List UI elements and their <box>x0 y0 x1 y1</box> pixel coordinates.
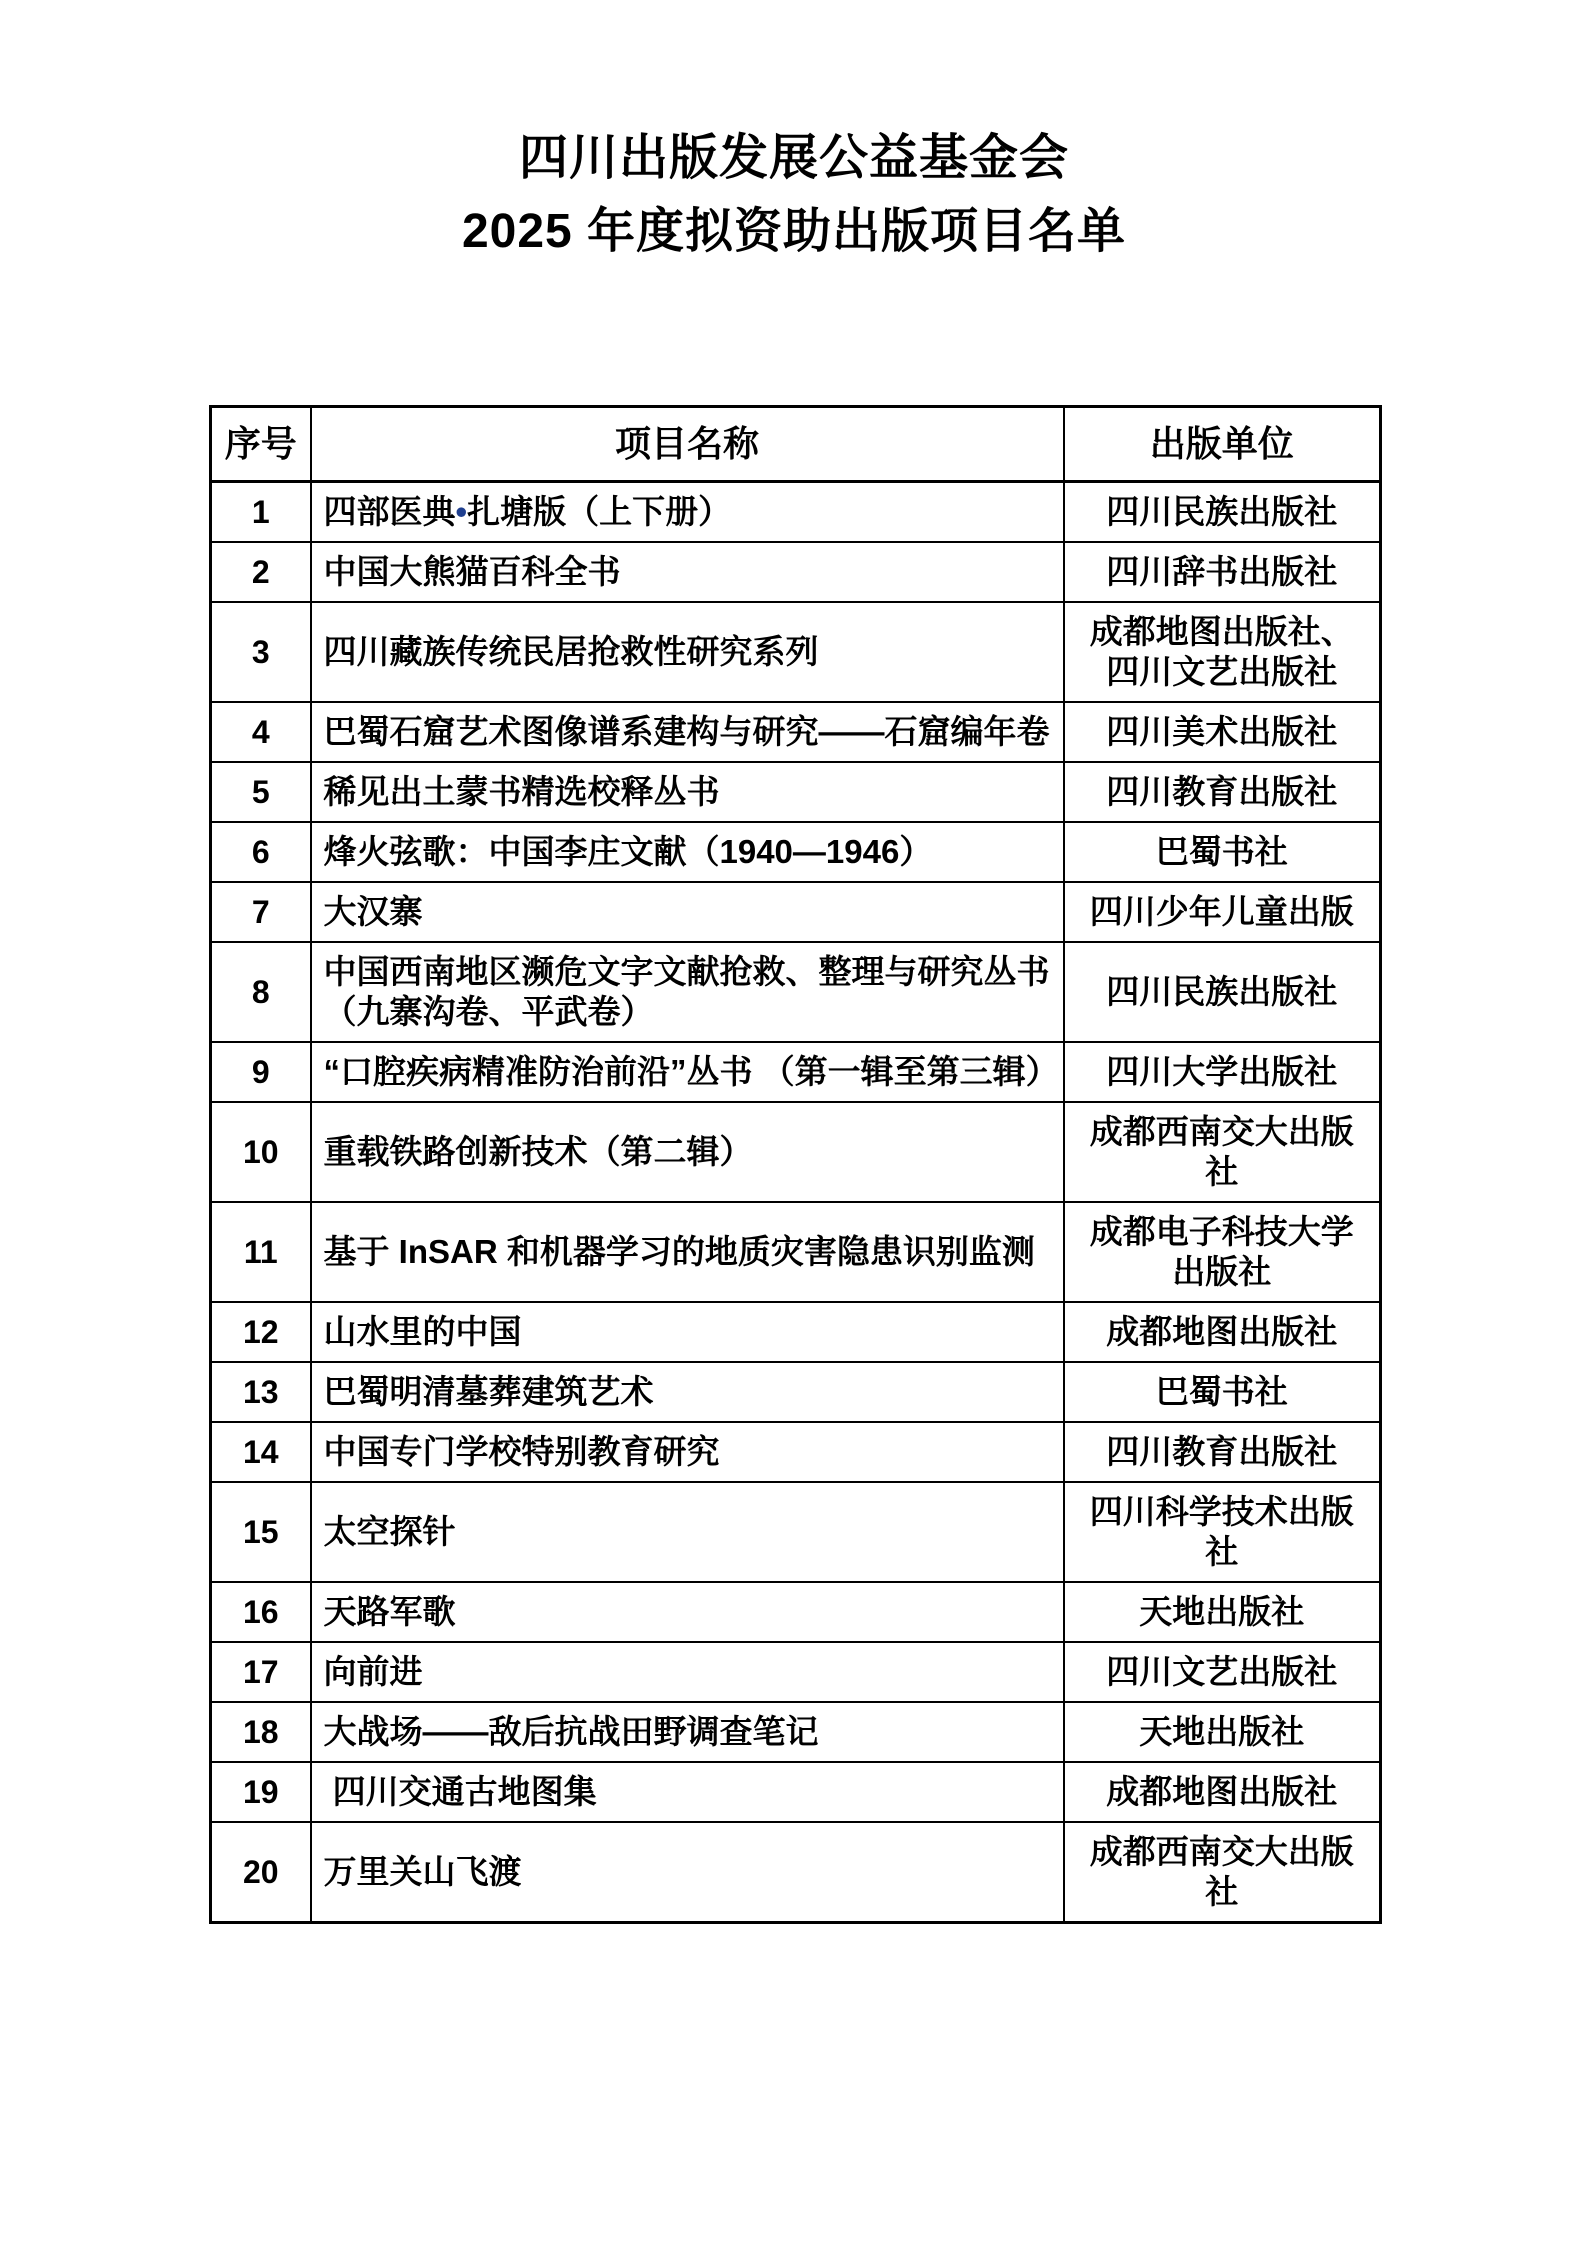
publisher-name: 成都地图出版社 <box>1064 1762 1381 1822</box>
publisher-name: 天地出版社 <box>1064 1582 1381 1642</box>
publisher-name: 成都地图出版社、四川文艺出版社 <box>1064 602 1381 702</box>
header-row <box>211 407 1381 482</box>
row-index: 17 <box>211 1642 311 1702</box>
table-row <box>211 482 1381 543</box>
project-name: 太空探针 <box>311 1482 1064 1582</box>
table-row <box>211 882 1381 942</box>
row-index: 19 <box>211 1762 311 1822</box>
row-index: 6 <box>211 822 311 882</box>
project-name: 稀见出土蒙书精选校释丛书 <box>311 762 1064 822</box>
row-index: 20 <box>211 1822 311 1923</box>
row-index: 3 <box>211 602 311 702</box>
header-index: 序号 <box>211 407 311 482</box>
row-index: 9 <box>211 1042 311 1102</box>
row-index: 14 <box>211 1422 311 1482</box>
row-index: 2 <box>211 542 311 602</box>
publisher-name: 四川教育出版社 <box>1064 1422 1381 1482</box>
projects-table <box>209 405 1382 1924</box>
publisher-name: 四川文艺出版社 <box>1064 1642 1381 1702</box>
table-row <box>211 1702 1381 1762</box>
project-name: 天路军歌 <box>311 1582 1064 1642</box>
table-row <box>211 602 1381 702</box>
project-name: 四川交通古地图集 <box>311 1762 1064 1822</box>
project-name: 基于 InSAR 和机器学习的地质灾害隐患识别监测 <box>311 1202 1064 1302</box>
blue-bullet-icon: • <box>455 493 468 530</box>
project-name: 中国专门学校特别教育研究 <box>311 1422 1064 1482</box>
table-row <box>211 1642 1381 1702</box>
table-row <box>211 1202 1381 1302</box>
row-index: 11 <box>211 1202 311 1302</box>
page-title: 四川出版发展公益基金会 <box>518 131 1069 185</box>
project-name: 四部医典•扎塘版（上下册） <box>311 482 1064 543</box>
project-name: 中国大熊猫百科全书 <box>311 542 1064 602</box>
publisher-name: 四川民族出版社 <box>1064 482 1381 543</box>
project-name: 大战场——敌后抗战田野调查笔记 <box>311 1702 1064 1762</box>
publisher-name: 成都电子科技大学出版社 <box>1064 1202 1381 1302</box>
publisher-name: 巴蜀书社 <box>1064 822 1381 882</box>
header-publisher: 出版单位 <box>1064 407 1381 482</box>
table-row <box>211 822 1381 882</box>
project-name: 向前进 <box>311 1642 1064 1702</box>
table-header <box>211 407 1381 482</box>
row-index: 15 <box>211 1482 311 1582</box>
project-name: 巴蜀明清墓葬建筑艺术 <box>311 1362 1064 1422</box>
table-row <box>211 702 1381 762</box>
table-row <box>211 1762 1381 1822</box>
publisher-name: 四川大学出版社 <box>1064 1042 1381 1102</box>
project-name: 大汉寨 <box>311 882 1064 942</box>
table-row <box>211 1362 1381 1422</box>
row-index: 10 <box>211 1102 311 1202</box>
table-row <box>211 1302 1381 1362</box>
header-project: 项目名称 <box>311 407 1064 482</box>
publisher-name: 成都西南交大出版社 <box>1064 1822 1381 1923</box>
project-name: 万里关山飞渡 <box>311 1822 1064 1923</box>
row-index: 12 <box>211 1302 311 1362</box>
project-name: 巴蜀石窟艺术图像谱系建构与研究——石窟编年卷 <box>311 702 1064 762</box>
table-body <box>211 482 1381 1923</box>
page-subtitle: 2025 年度拟资助出版项目名单 <box>461 205 1127 258</box>
project-name: “口腔疾病精准防治前沿”丛书 （第一辑至第三辑） <box>311 1042 1064 1102</box>
row-index: 1 <box>211 482 311 543</box>
publisher-name: 四川辞书出版社 <box>1064 542 1381 602</box>
publisher-name: 天地出版社 <box>1064 1702 1381 1762</box>
row-index: 8 <box>211 942 311 1042</box>
publisher-name: 四川科学技术出版社 <box>1064 1482 1381 1582</box>
publisher-name: 四川美术出版社 <box>1064 702 1381 762</box>
table-row <box>211 1042 1381 1102</box>
project-name: 重载铁路创新技术（第二辑） <box>311 1102 1064 1202</box>
table-row <box>211 1102 1381 1202</box>
table-row <box>211 1482 1381 1582</box>
table-row <box>211 1422 1381 1482</box>
row-index: 18 <box>211 1702 311 1762</box>
row-index: 16 <box>211 1582 311 1642</box>
table-row <box>211 1822 1381 1923</box>
project-name: 中国西南地区濒危文字文献抢救、整理与研究丛书（九寨沟卷、平武卷） <box>311 942 1064 1042</box>
table-row <box>211 762 1381 822</box>
project-name: 四川藏族传统民居抢救性研究系列 <box>311 602 1064 702</box>
table-row <box>211 942 1381 1042</box>
row-index: 7 <box>211 882 311 942</box>
publisher-name: 巴蜀书社 <box>1064 1362 1381 1422</box>
row-index: 5 <box>211 762 311 822</box>
table-row <box>211 1582 1381 1642</box>
publisher-name: 四川教育出版社 <box>1064 762 1381 822</box>
row-index: 4 <box>211 702 311 762</box>
project-name: 烽火弦歌：中国李庄文献（1940—1946） <box>311 822 1064 882</box>
table-row <box>211 542 1381 602</box>
publisher-name: 四川少年儿童出版 <box>1064 882 1381 942</box>
publisher-name: 成都西南交大出版社 <box>1064 1102 1381 1202</box>
title-block <box>0 0 1588 262</box>
row-index: 13 <box>211 1362 311 1422</box>
project-name: 山水里的中国 <box>311 1302 1064 1362</box>
publisher-name: 成都地图出版社 <box>1064 1302 1381 1362</box>
publisher-name: 四川民族出版社 <box>1064 942 1381 1042</box>
